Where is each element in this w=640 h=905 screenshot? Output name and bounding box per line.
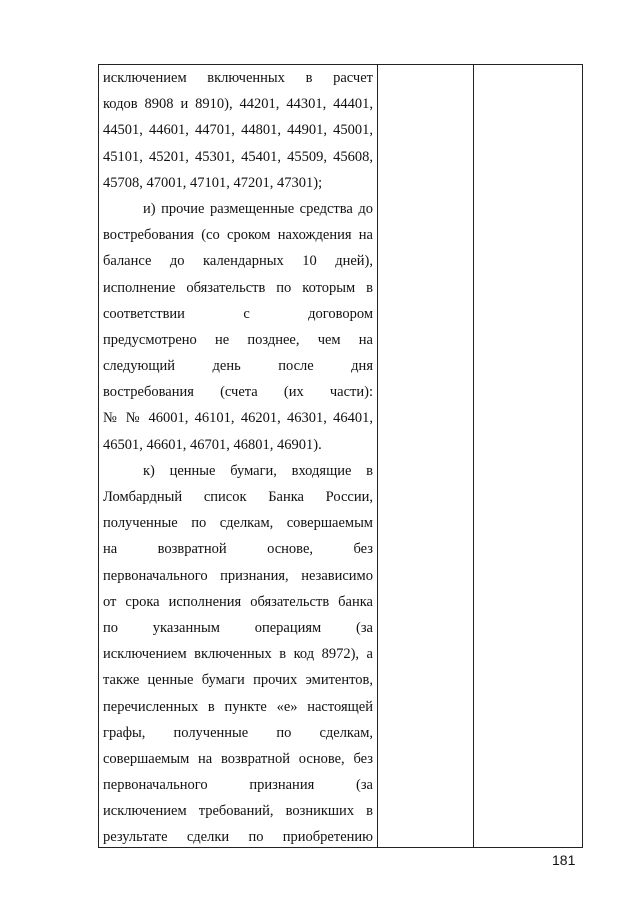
text-line: исполнение обязательств по которым в (103, 279, 373, 296)
text-line: от срока исполнения обязательств банка (103, 593, 373, 610)
text-line: востребования (со сроком нахождения на (103, 227, 373, 244)
text-line: предусмотрено не позднее, чем на (103, 331, 373, 348)
column-divider-2 (473, 65, 474, 847)
text-line: на возвратной основе, без (103, 541, 373, 558)
text-line: и) прочие размещенные средства до (143, 200, 373, 217)
text-line: № № 46001, 46101, 46201, 46301, 46401, (103, 410, 373, 427)
text-line: по указанным операциям (за (103, 619, 373, 636)
text-line: исключением требований, возникших в (103, 803, 373, 820)
text-line: исключением включенных в код 8972), а (103, 646, 373, 663)
text-line: перечисленных в пункте «е» настоящей (103, 698, 373, 715)
text-line: 45101, 45201, 45301, 45401, 45509, 45608, (103, 148, 373, 165)
table-frame (98, 64, 583, 848)
column-divider-1 (377, 65, 378, 847)
text-line: 44501, 44601, 44701, 44801, 44901, 45001, (103, 122, 373, 139)
table-cell-text (103, 65, 373, 851)
text-line: полученные по сделкам, совершаемым (103, 515, 373, 532)
text-line: результате сделки по приобретению (103, 829, 373, 846)
text-line: исключением включенных в расчет (103, 70, 373, 86)
text-line: первоначального признания, независимо (103, 567, 373, 584)
text-line: 45708, 47001, 47101, 47201, 47301); (103, 174, 323, 191)
text-line: балансе до календарных 10 дней), (103, 253, 373, 270)
text-line: 46501, 46601, 46701, 46801, 46901). (103, 436, 322, 453)
text-line: соответствии с договором (103, 305, 373, 322)
text-line: совершаемым на возвратной основе, без (103, 750, 373, 767)
text-line: первоначального признания (за (103, 777, 373, 794)
text-line: кодов 8908 и 8910), 44201, 44301, 44401, (103, 96, 373, 113)
text-line: также ценные бумаги прочих эмитентов, (103, 672, 373, 689)
text-line: следующий день после дня (103, 358, 373, 375)
text-line: к) ценные бумаги, входящие в (143, 462, 373, 479)
text-line: Ломбардный список Банка России, (103, 489, 373, 505)
text-line: графы, полученные по сделкам, (103, 724, 373, 741)
text-line: востребования (счета (их части): (103, 384, 373, 401)
page-number: 181 (552, 852, 576, 868)
